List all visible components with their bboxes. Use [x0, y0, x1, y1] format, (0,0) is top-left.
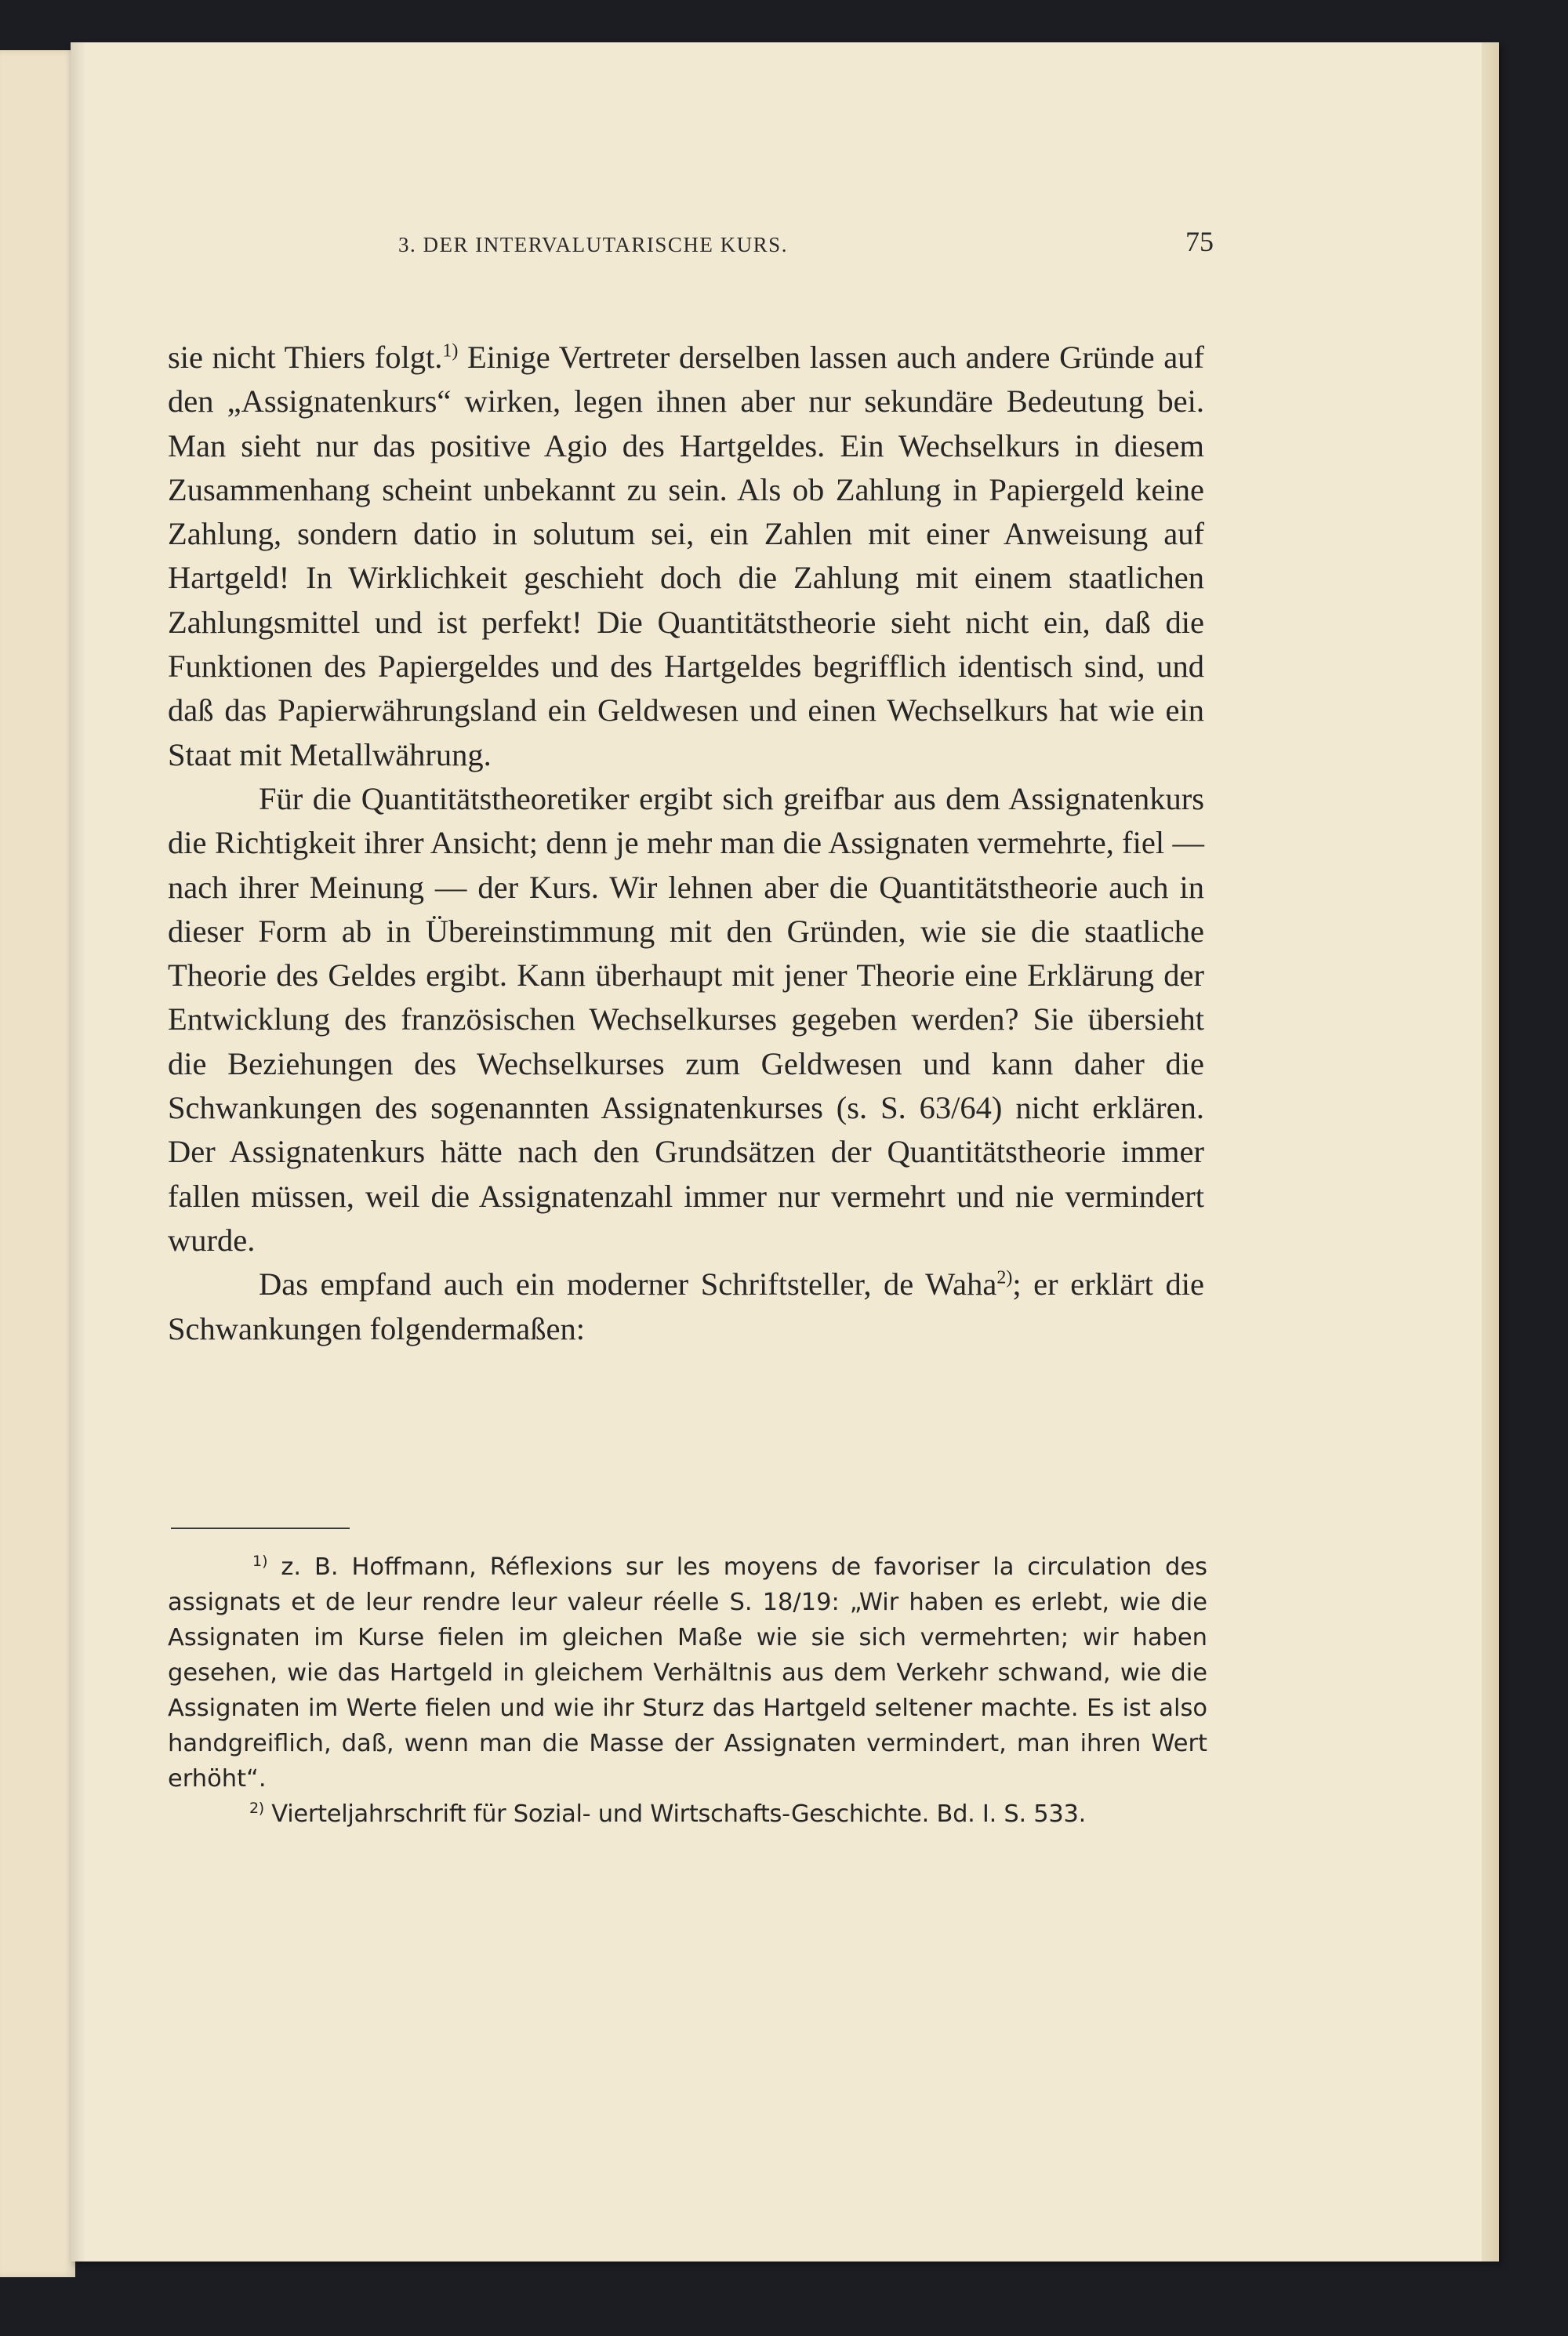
paragraph-3 [168, 1262, 1204, 1351]
page-gutter-shadow [71, 42, 86, 2262]
paragraph-1-text-b: Einige Vertreter derselben lassen auch andere Gründe auf den „Assignatenkurs“ wirken, legen ihnen aber nur sekundäre Bedeutung bei. Man sieht nur das positive Agio des Hartgeldes. Ein Wechselkurs in diesem Zusammenhang scheint unbekannt zu sein. Als ob Zahlung in Papiergeld keine Zahlung, sondern datio in solutum sei, ein Zahlen mit einer Anweisung auf Hartgeld! In Wirklichkeit geschieht doch die Zahlung mit einem staatlichen Zahlungsmittel und ist perfekt! Die Quantitätstheorie sieht nicht ein, daß die Funktionen des Papiergeldes und des Hartgeldes begrifflich identisch sind, und daß das Papierwährungsland ein Geldwesen und einen Wechselkurs hat wie ein Staat mit Metallwährung. [168, 340, 1204, 772]
footnote-1 [168, 1549, 1207, 1797]
body-text [168, 336, 1204, 1351]
previous-page-edge [0, 50, 75, 2277]
paragraph-1 [168, 336, 1204, 777]
footnote-ref-2: 2) [996, 1267, 1013, 1288]
footnote-1-marker: 1) [252, 1552, 268, 1570]
footnotes [168, 1549, 1207, 1832]
footnote-rule [171, 1528, 350, 1529]
footnote-ref-1: 1) [442, 340, 459, 361]
paragraph-3-text-b: ; er erklärt die Schwankungen folgendermaßen: [168, 1266, 1204, 1346]
page-number: 75 [1185, 226, 1214, 257]
footnote-1-text: z. B. Hoffmann, Réflexions sur les moyens de favoriser la circulation des assignats et de leur rendre leur valeur réelle S. 18/19: „Wir haben es erlebt, wie die Assignaten im Kurse fielen im gleichen Maße wie sie sich vermehrten; wir haben gesehen, wie das Hartgeld in gleichem Verhältnis aus dem Verkehr schwand, wie die Assignaten im Werte fielen und wie ihr Sturz das Hartgeld seltener machte. Es ist also handgreiflich, daß, wenn man die Masse der Assignaten vermindert, man ihren Wert erhöht“. [168, 1553, 1207, 1793]
paragraph-1-text-a: sie nicht Thiers folgt. [168, 340, 443, 375]
footnote-2-marker: 2) [249, 1799, 264, 1817]
paragraph-2: Für die Quantitätstheoretiker ergibt sich greifbar aus dem Assignatenkurs die Richtigkeit ihrer Ansicht; denn je mehr man die Assignaten vermehrte, fiel — nach ihrer Meinung — der Kurs. Wir lehnen aber die Quantitätstheorie auch in dieser Form ab in Übereinstimmung mit den Gründen, wie sie die staatliche Theorie des Geldes ergibt. Kann überhaupt mit jener Theorie eine Erklärung der Entwicklung des französischen Wechselkurses gegeben werden? Sie übersieht die Beziehungen des Wechselkurses zum Geldwesen und kann daher die Schwankungen des sogenannten Assignatenkurses (s. S. 63/64) nicht erklären. Der Assignatenkurs hätte nach den Grundsätzen der Quantitätstheorie immer fallen müssen, weil die Assignatenzahl immer nur vermehrt und nie vermindert wurde. [168, 780, 1204, 1258]
running-head: 3. DER INTERVALUTARISCHE KURS. [398, 233, 788, 256]
footnote-2 [168, 1797, 1207, 1832]
footnote-2-text: Vierteljahrschrift für Sozial- und Wirtschafts-Geschichte. Bd. I. S. 533. [263, 1800, 1086, 1828]
page-fore-edge [1482, 42, 1499, 2262]
paragraph-3-text-a: Das empfand auch ein moderner Schriftsteller, de Waha [259, 1266, 997, 1302]
